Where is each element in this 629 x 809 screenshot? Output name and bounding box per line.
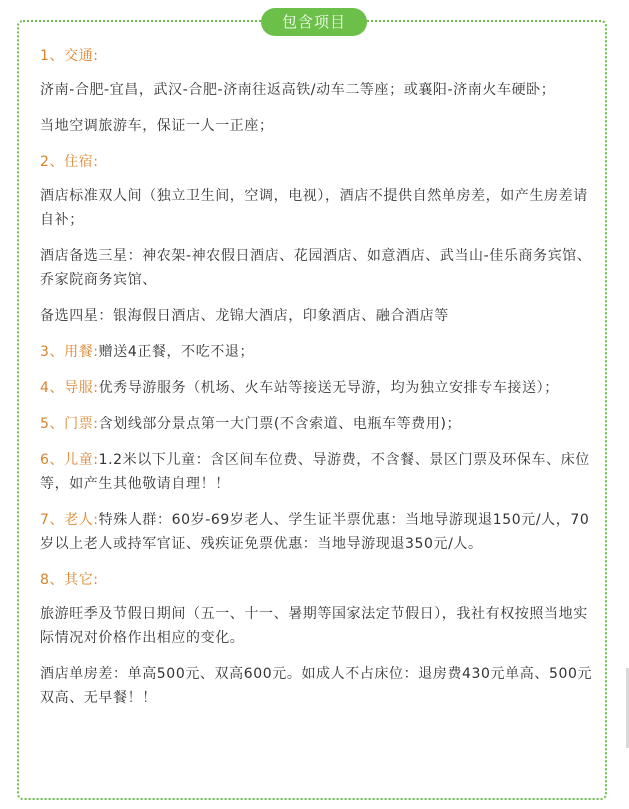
seniors-item: [40, 508, 600, 556]
meals-text: 赠送4正餐，不吃不退；: [98, 344, 255, 360]
section-title-badge: 包含项目: [261, 8, 367, 36]
children-text: 1.2米以下儿童：含区间车位费、导游费，不含餐、景区门票及环保车、床位等，如产生其他敬请自理！！: [40, 452, 590, 492]
lodging-line-2: 酒店备选三星：神农架-神农假日酒店、花园酒店、如意酒店、武当山-佳乐商务宾馆、乔家院商务宾馆、: [40, 248, 592, 288]
tickets-heading: 5、门票:: [40, 416, 99, 432]
traffic-line-1: 济南-合肥-宜昌，武汉-合肥-济南往返高铁/动车二等座；或襄阳-济南火车硬卧；: [40, 82, 556, 98]
seniors-text: 特殊人群：60岁-69岁老人、学生证半票优惠：当地导游现退150元/人，70岁以上老人或持军官证、残疾证免票优惠：当地导游现退350元/人。: [40, 512, 590, 552]
seniors-heading: 7、老人:: [40, 512, 99, 528]
tickets-item: [40, 412, 600, 436]
other-line-2: 酒店单房差：单高500元、双高600元。如成人不占床位：退房费430元单高、500元双高、无早餐！！: [40, 666, 593, 706]
lodging-line-1: 酒店标准双人间（独立卫生间，空调，电视），酒店不提供自然单房差，如产生房差请自补；: [40, 188, 588, 228]
guide-text: 优秀导游服务（机场、火车站等接送无导游，均为独立安排专车接送）；: [98, 380, 559, 396]
traffic-line-2: 当地空调旅游车，保证一人一正座；: [40, 118, 274, 134]
lodging-line-3: 备选四星：银海假日酒店、龙锦大酒店，印象酒店、融合酒店等: [40, 308, 449, 324]
children-item: [40, 448, 600, 496]
children-heading: 6、儿童:: [40, 452, 99, 468]
lodging-heading: 2、住宿:: [40, 154, 99, 170]
traffic-heading: 1、交通:: [40, 48, 99, 64]
meals-heading: 3、用餐:: [40, 344, 99, 360]
guide-heading: 4、导服:: [40, 380, 99, 396]
meals-item: [40, 340, 600, 364]
other-heading: 8、其它:: [40, 572, 99, 588]
included-items-list: [40, 44, 600, 710]
other-line-1: 旅游旺季及节假日期间（五一、十一、暑期等国家法定节假日），我社有权按照当地实际情况对价格作出相应的变化。: [40, 606, 588, 646]
guide-item: [40, 376, 600, 400]
tickets-text: 含划线部分景点第一大门票(不含索道、电瓶车等费用)；: [98, 416, 462, 432]
